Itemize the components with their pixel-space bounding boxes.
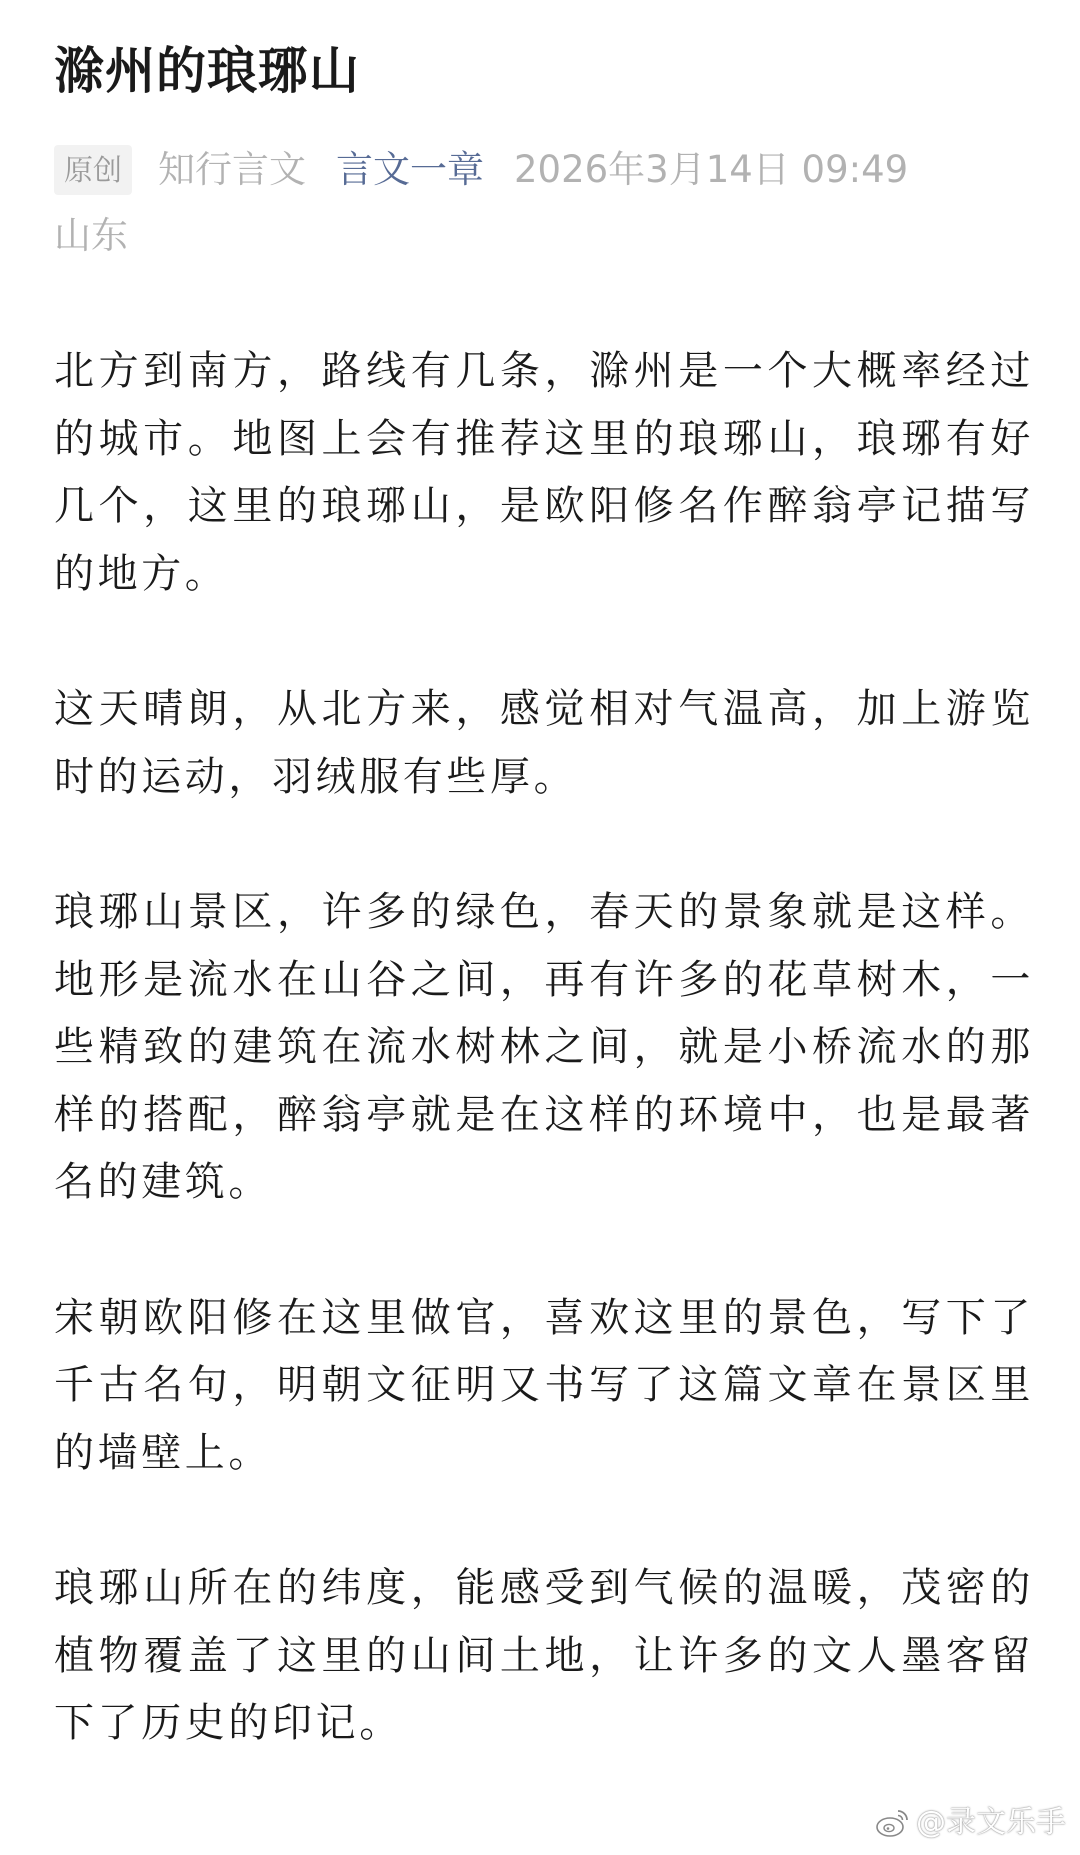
account-link[interactable]: 言文一章	[336, 148, 485, 191]
paragraph: 这天晴朗，从北方来，感觉相对气温高，加上游览时的运动，羽绒服有些厚。	[54, 686, 1034, 800]
paragraph: 琅琊山景区，许多的绿色，春天的景象就是这样。地形是流水在山谷之间，再有许多的花草树木，一些精致的建筑在流水树林之间，就是小桥流水的那样的搭配，醉翁亭就是在这样的环境中，也是最著名的建筑。	[54, 889, 1034, 1205]
paragraph: 北方到南方，路线有几条，滁州是一个大概率经过的城市。地图上会有推荐这里的琅琊山，琅琊有好几个，这里的琅琊山，是欧阳修名作醉翁亭记描写的地方。	[54, 348, 1034, 597]
article-meta	[54, 138, 1034, 268]
original-badge: 原创	[54, 145, 132, 195]
article-body	[54, 338, 1034, 1758]
paragraph: 宋朝欧阳修在这里做官，喜欢这里的景色，写下了千古名句，明朝文征明又书写了这篇文章在景区里的墙壁上。	[54, 1294, 1034, 1476]
watermark	[874, 1803, 1066, 1843]
paragraph: 琅琊山所在的纬度，能感受到气候的温暖，茂密的植物覆盖了这里的山间土地，让许多的文人墨客留下了历史的印记。	[54, 1565, 1034, 1746]
author-name: 知行言文	[158, 148, 307, 191]
publish-location: 山东	[54, 214, 128, 257]
meta-line	[54, 138, 1034, 202]
article	[54, 0, 1034, 1826]
publish-date: 2026年3月14日 09:49	[514, 148, 909, 191]
article-title: 滁州的琅琊山	[54, 42, 360, 100]
watermark-text: @录文乐手	[916, 1805, 1066, 1840]
weibo-icon	[874, 1807, 910, 1839]
